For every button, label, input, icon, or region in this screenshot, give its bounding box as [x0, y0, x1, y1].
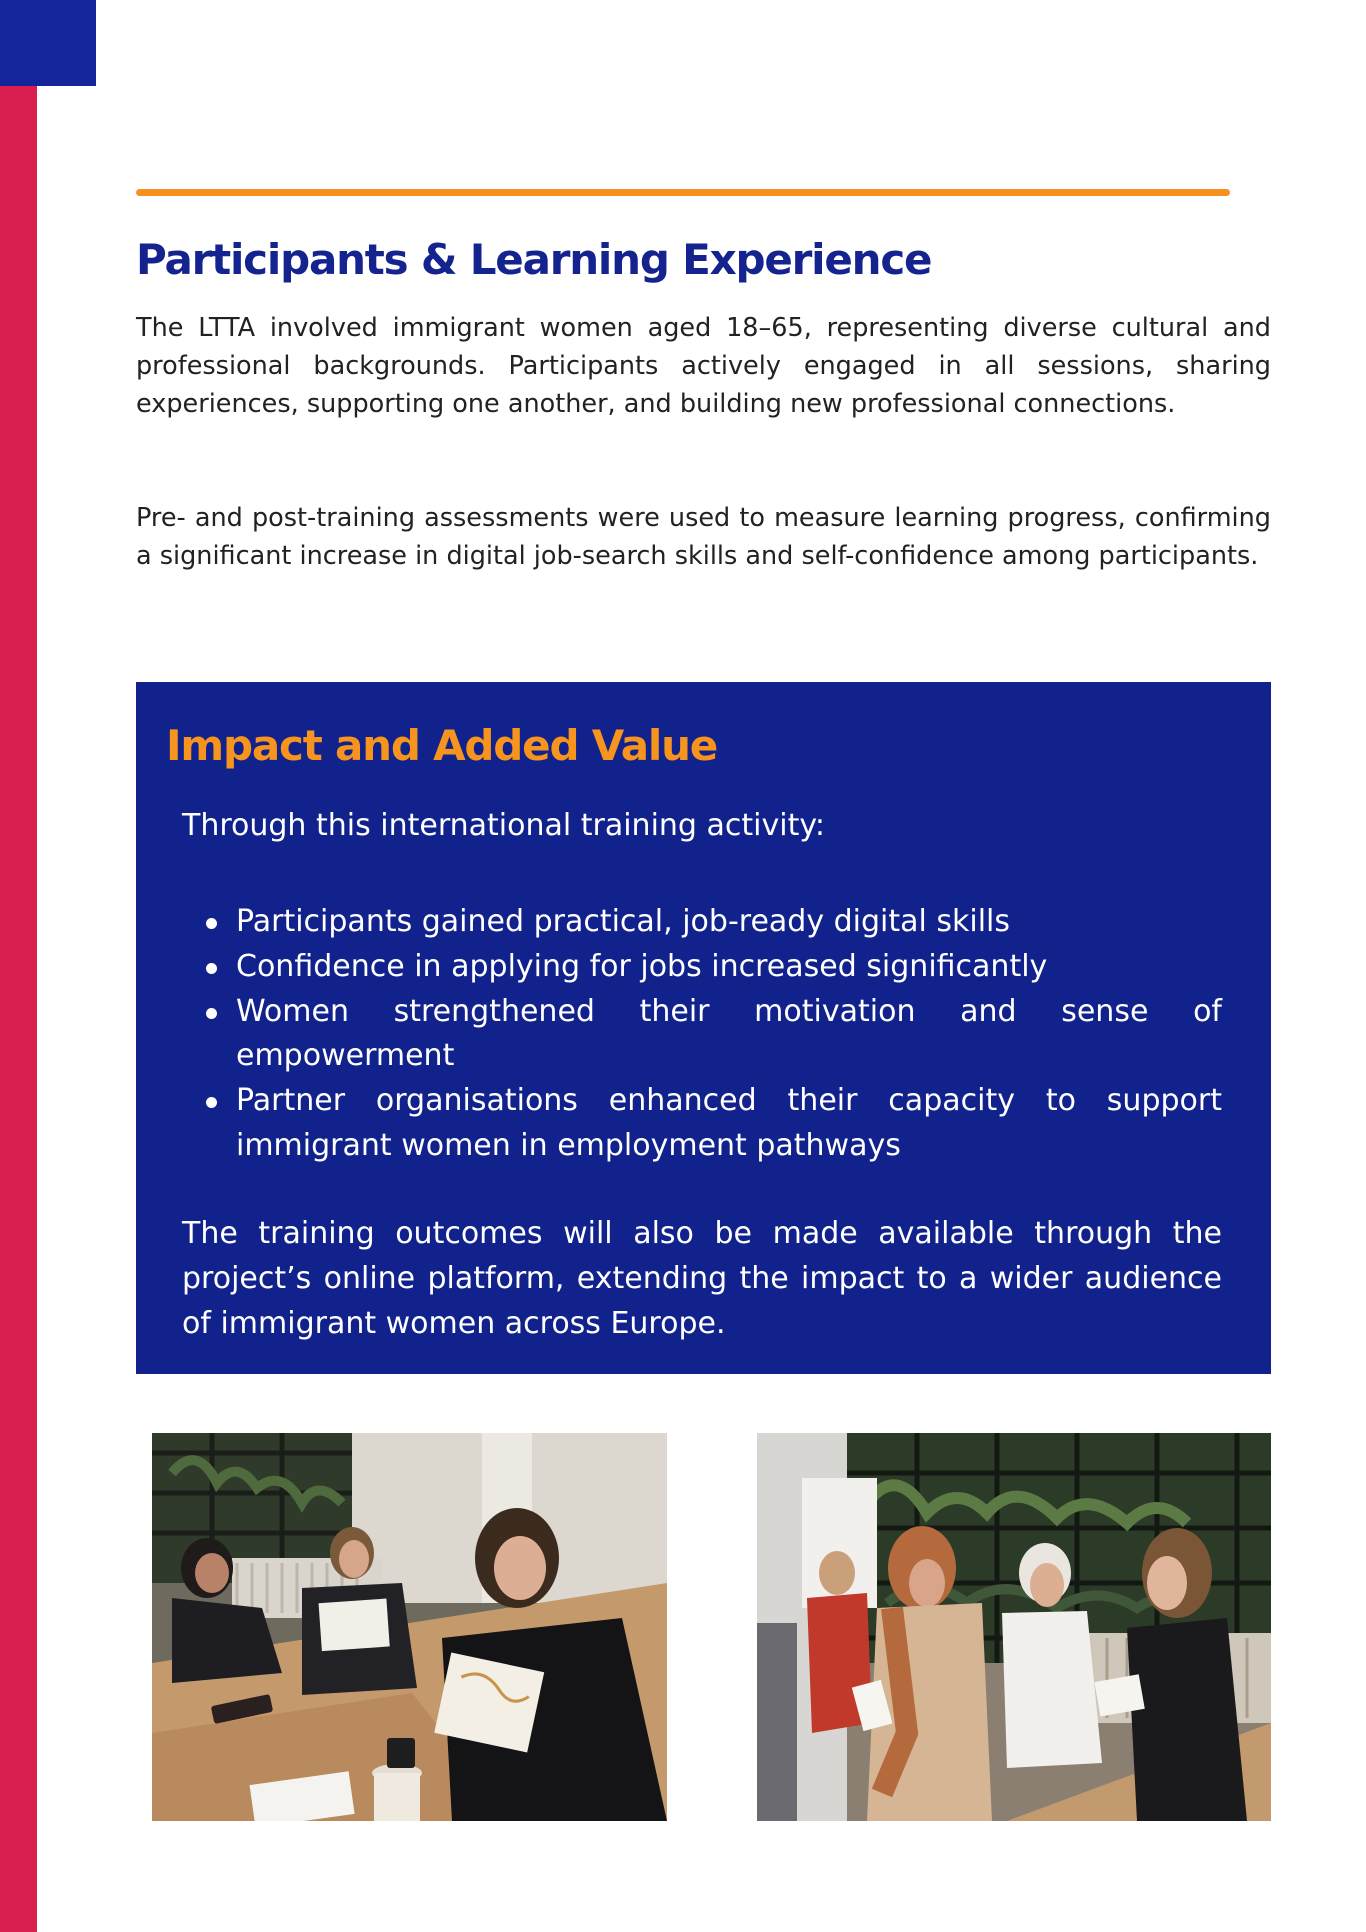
training-photo-left-image	[152, 1433, 667, 1821]
impact-title: Impact and Added Value	[166, 721, 718, 770]
corner-block	[0, 0, 96, 86]
impact-box	[136, 682, 1271, 1374]
participants-paragraph: The LTTA involved immigrant women aged 18–65, representing diverse cultural and professional backgrounds. Participants actively engaged in all sessions, sharing experiences, supporting one another, and building new professional connections.	[136, 313, 1271, 419]
impact-bullet-text: Participants gained practical, job-ready digital skills	[236, 904, 1011, 939]
impact-bullet	[182, 990, 1222, 1080]
left-accent-bar	[0, 0, 37, 1932]
bullet-icon	[206, 963, 217, 974]
impact-bullet-text: Partner organisations enhanced their capacity to support immigrant women in employment pathways	[236, 1083, 1222, 1163]
impact-outro: The training outcomes will also be made available through the project’s online platform, extending the impact to a wider audience of immigrant women across Europe.	[182, 1216, 1222, 1341]
section-title: Participants & Learning Experience	[136, 235, 932, 284]
bullet-icon	[206, 918, 217, 929]
assessment-paragraph: Pre- and post-training assessments were used to measure learning progress, confirming a significant increase in digital job-search skills and self-confidence among participants.	[136, 503, 1271, 571]
bullet-icon	[206, 1008, 217, 1019]
section-divider	[136, 189, 1230, 196]
impact-intro: Through this international training activity:	[182, 808, 826, 843]
impact-bullet	[182, 900, 1222, 945]
training-photo-right-image	[757, 1433, 1271, 1821]
impact-bullet-text: Confidence in applying for jobs increased significantly	[236, 948, 1048, 984]
impact-bullet-list	[182, 900, 1222, 1169]
bullet-icon	[206, 1097, 217, 1108]
impact-bullet	[182, 1079, 1222, 1169]
impact-bullet-text: Women strengthened their motivation and sense of empowerment	[236, 993, 1222, 1074]
training-photo-left	[152, 1433, 667, 1821]
impact-bullet	[182, 945, 1222, 990]
training-photo-right	[757, 1433, 1271, 1821]
